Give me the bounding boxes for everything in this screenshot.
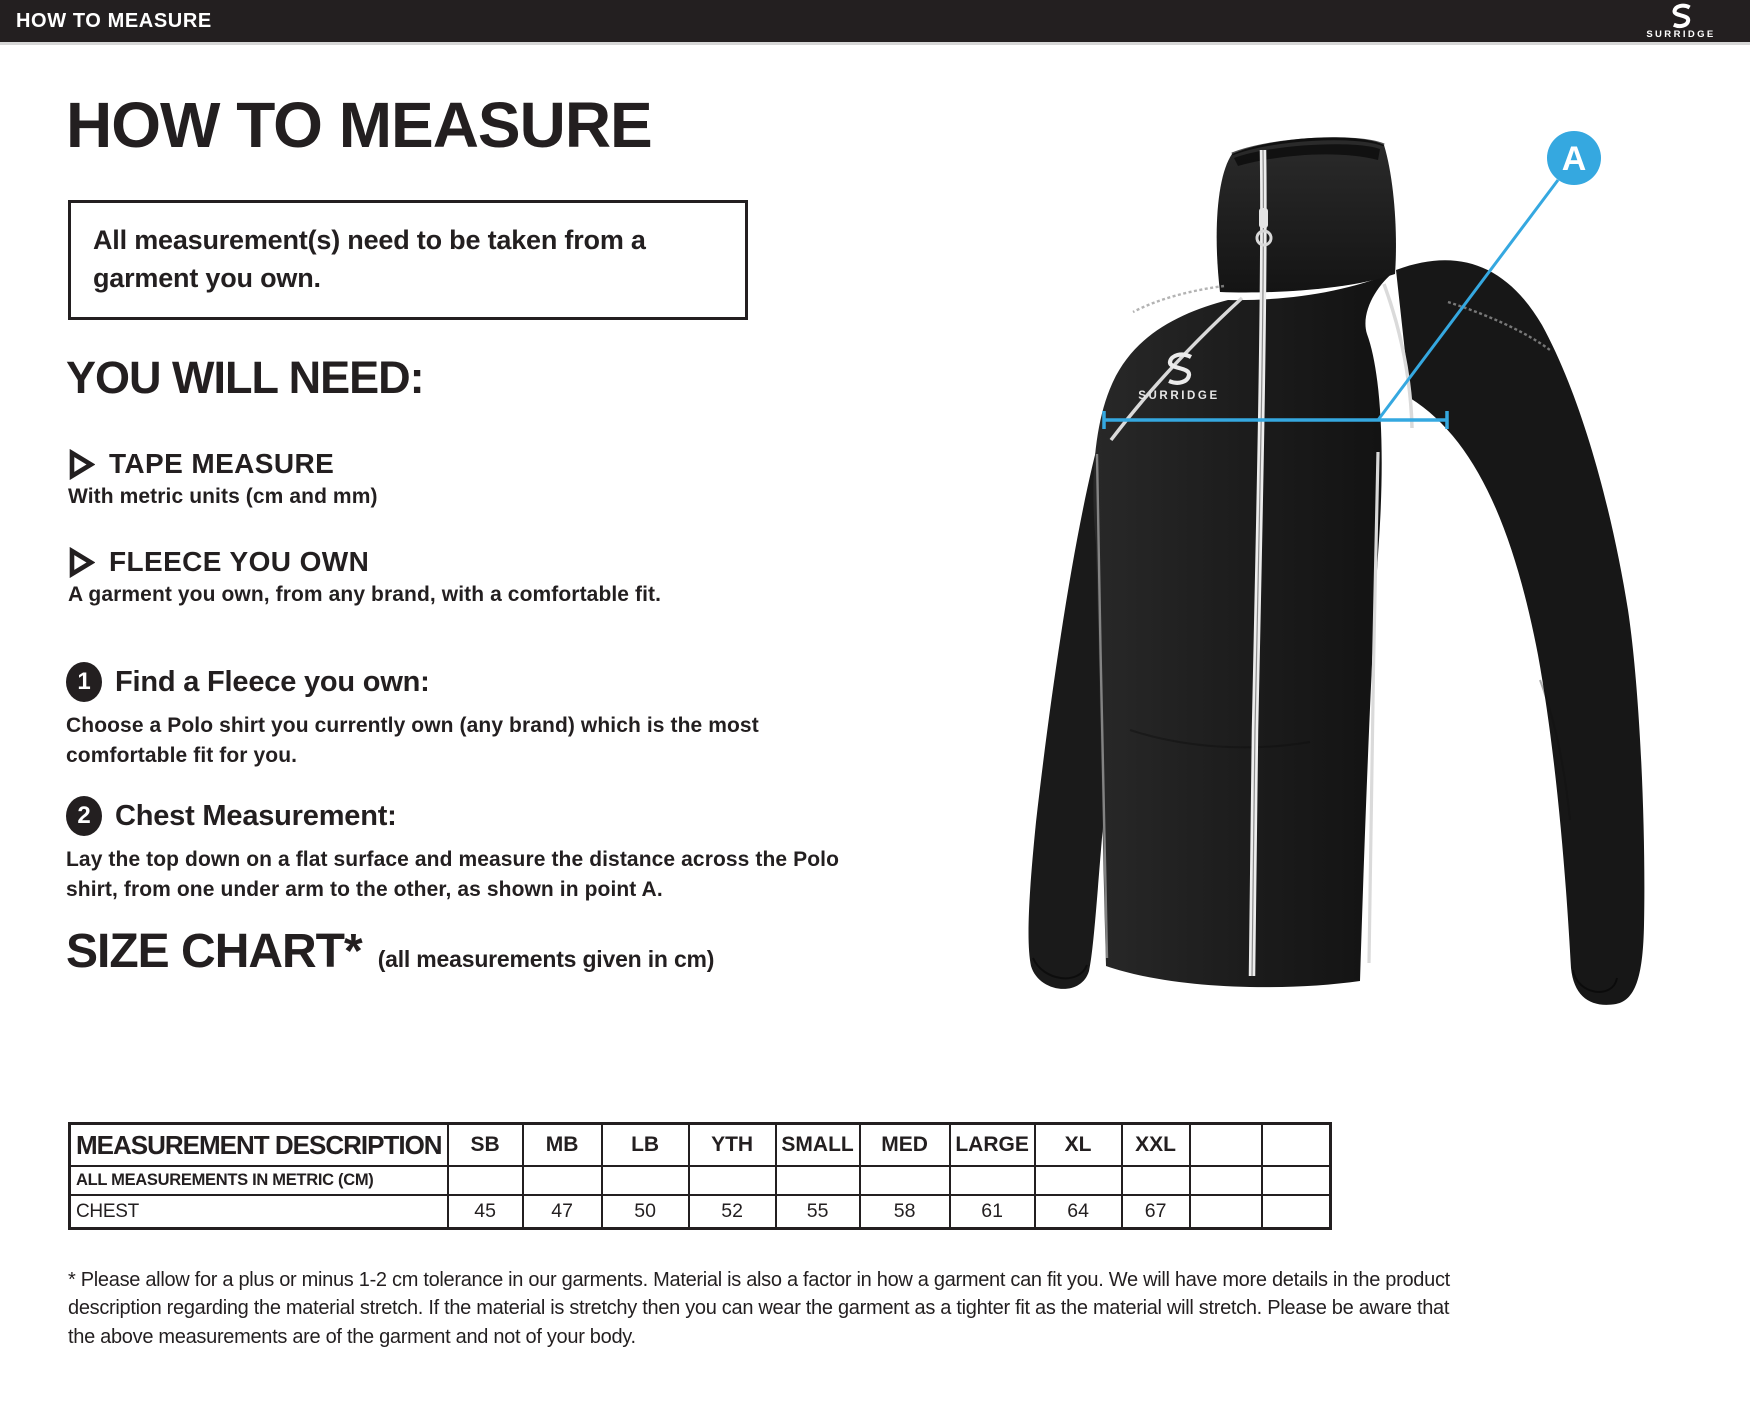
need-item-description: A garment you own, from any brand, with a comfortable fit. bbox=[68, 583, 662, 606]
step-chest-measurement bbox=[66, 796, 866, 906]
size-chart-table-wrap bbox=[68, 1122, 1332, 1230]
tolerance-footnote: * Please allow for a plus or minus 1-2 cm tolerance in our garments. Material is also a factor in how a garment can fit you. We will have more details in the product description regarding the material stretch. If the material is stretchy then you can wear the garment as a tighter fit as the material will stretch. Please be aware that the above measurements are of the garment and not of your body. bbox=[68, 1269, 1450, 1348]
triangle-bullet-icon bbox=[68, 449, 95, 480]
col-header-SB: SB bbox=[448, 1124, 523, 1167]
col-header-description: MEASUREMENT DESCRIPTION bbox=[70, 1124, 448, 1167]
cell-value bbox=[448, 1166, 523, 1195]
cell-value: 47 bbox=[523, 1195, 602, 1229]
need-item-head bbox=[68, 448, 378, 480]
table-row bbox=[70, 1166, 1331, 1195]
size-chart-subtitle: (all measurements given in cm) bbox=[377, 946, 715, 972]
surridge-logo bbox=[1626, 1, 1736, 46]
cell-value bbox=[1262, 1195, 1331, 1229]
cell-value: 52 bbox=[689, 1195, 776, 1229]
step-number-badge: 2 bbox=[66, 796, 102, 836]
garment-logo-text: SURRIDGE bbox=[1138, 390, 1220, 402]
surridge-s-icon bbox=[1674, 6, 1690, 26]
step-description: Choose a Polo shirt you currently own (any brand) which is the most comfortable fit for you. bbox=[66, 714, 759, 768]
cell-value bbox=[860, 1166, 950, 1195]
step-number-badge: 1 bbox=[66, 662, 102, 702]
cell-value: 50 bbox=[602, 1195, 689, 1229]
step-title: Chest Measurement: bbox=[115, 799, 397, 832]
table-row bbox=[70, 1195, 1331, 1229]
cell-value bbox=[1035, 1166, 1122, 1195]
cell-value bbox=[1262, 1166, 1331, 1195]
need-item-description: With metric units (cm and mm) bbox=[68, 485, 378, 508]
need-item-title: TAPE MEASURE bbox=[109, 448, 335, 479]
garment-figure bbox=[980, 120, 1660, 1020]
marker-a-label: A bbox=[1561, 140, 1587, 178]
cell-value: 64 bbox=[1035, 1195, 1122, 1229]
cell-value: 61 bbox=[950, 1195, 1035, 1229]
step-description: Lay the top down on a flat surface and measure the distance across the Polo shirt, from one under arm to the other, as shown in point A. bbox=[66, 848, 840, 902]
need-item-fleece bbox=[68, 546, 661, 607]
zip-slider bbox=[1259, 208, 1268, 228]
cell-value bbox=[1122, 1166, 1190, 1195]
size-chart-title: SIZE CHART* bbox=[66, 925, 362, 978]
fleece-jacket-illustration bbox=[980, 120, 1660, 1020]
cell-value: 67 bbox=[1122, 1195, 1190, 1229]
cell-value: 55 bbox=[776, 1195, 860, 1229]
cell-value bbox=[950, 1166, 1035, 1195]
need-item-title: FLEECE YOU OWN bbox=[109, 546, 370, 577]
col-header-MED: MED bbox=[860, 1124, 950, 1167]
col-header-LB: LB bbox=[602, 1124, 689, 1167]
notice-box: All measurement(s) need to be taken from a garment you own. bbox=[68, 200, 748, 320]
step-title: Find a Fleece you own: bbox=[115, 665, 430, 698]
surridge-logo-icon bbox=[1626, 1, 1736, 41]
col-header-empty bbox=[1190, 1124, 1262, 1167]
size-chart-heading bbox=[66, 924, 714, 979]
header-title: HOW TO MEASURE bbox=[16, 9, 212, 32]
need-item-head bbox=[68, 546, 661, 578]
step-head bbox=[66, 662, 866, 702]
step-find-fleece bbox=[66, 662, 866, 772]
app-header bbox=[0, 0, 1750, 45]
cell-value bbox=[1190, 1195, 1262, 1229]
col-header-MB: MB bbox=[523, 1124, 602, 1167]
triangle-bullet-icon bbox=[68, 547, 95, 578]
col-header-empty bbox=[1262, 1124, 1331, 1167]
cell-value bbox=[689, 1166, 776, 1195]
you-will-need-heading: YOU WILL NEED: bbox=[66, 352, 424, 403]
step-head bbox=[66, 796, 866, 836]
row-label: ALL MEASUREMENTS IN METRIC (CM) bbox=[70, 1166, 448, 1195]
cell-value bbox=[1190, 1166, 1262, 1195]
size-chart-table bbox=[68, 1122, 1332, 1230]
cell-value: 45 bbox=[448, 1195, 523, 1229]
jacket-body bbox=[1093, 272, 1394, 987]
cell-value bbox=[602, 1166, 689, 1195]
col-header-SMALL: SMALL bbox=[776, 1124, 860, 1167]
page-title: HOW TO MEASURE bbox=[66, 89, 652, 161]
row-label: CHEST bbox=[70, 1195, 448, 1229]
need-item-tape-measure bbox=[68, 448, 378, 509]
col-header-XXL: XXL bbox=[1122, 1124, 1190, 1167]
cell-value bbox=[776, 1166, 860, 1195]
jacket-right-sleeve bbox=[1396, 260, 1644, 1005]
cell-value: 58 bbox=[860, 1195, 950, 1229]
col-header-XL: XL bbox=[1035, 1124, 1122, 1167]
cell-value bbox=[523, 1166, 602, 1195]
surridge-logo-text: SURRIDGE bbox=[1646, 29, 1716, 40]
col-header-LARGE: LARGE bbox=[950, 1124, 1035, 1167]
col-header-YTH: YTH bbox=[689, 1124, 776, 1167]
table-header-row bbox=[70, 1124, 1331, 1167]
